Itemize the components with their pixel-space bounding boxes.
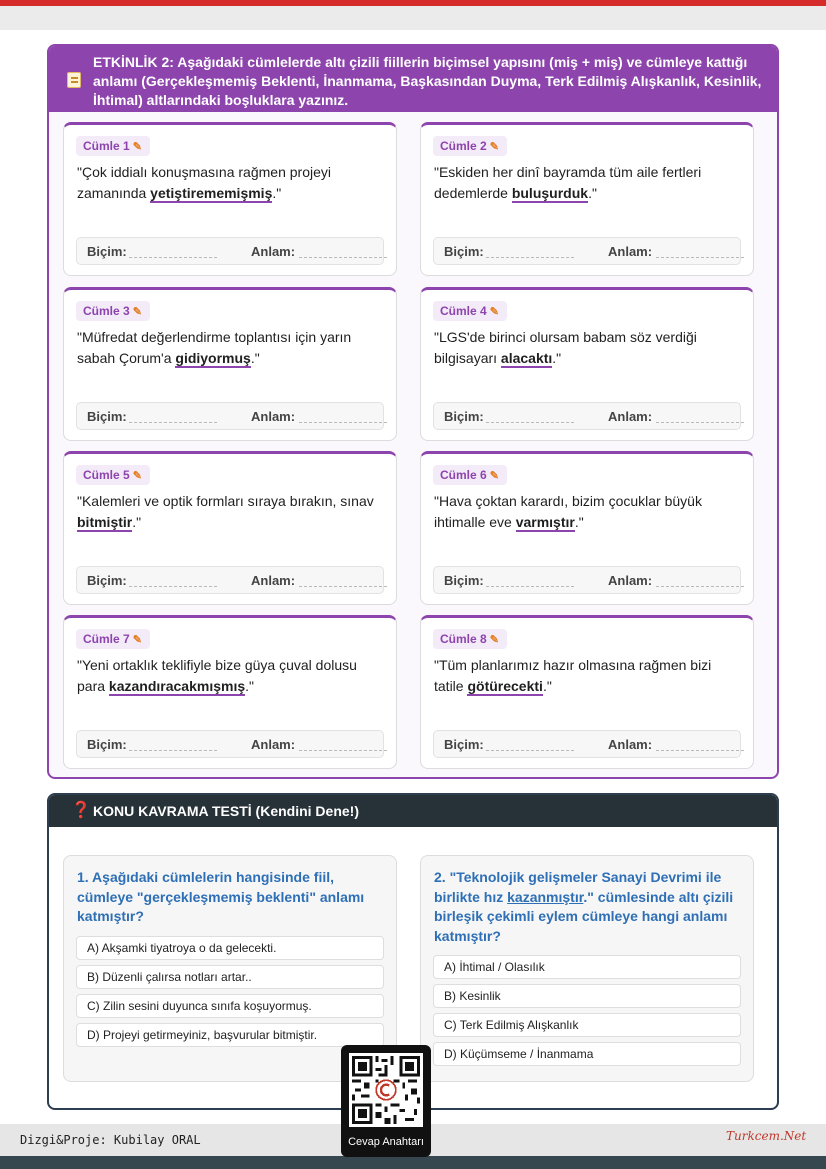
test-title: KONU KAVRAMA TESTİ (Kendini Dene!) bbox=[93, 803, 359, 819]
sentence-card-6 bbox=[420, 451, 754, 605]
answer-area bbox=[76, 566, 384, 594]
sentence-badge: Cümle 8 ✎ bbox=[433, 629, 507, 649]
meaning-blank[interactable] bbox=[656, 257, 744, 258]
form-blank[interactable] bbox=[486, 586, 574, 587]
form-blank[interactable] bbox=[486, 422, 574, 423]
sentence-card-2 bbox=[420, 122, 754, 276]
sentence-badge: Cümle 1 ✎ bbox=[76, 136, 150, 156]
meaning-label: Anlam: bbox=[251, 409, 296, 424]
question-2 bbox=[420, 855, 754, 1082]
underlined-verb: varmıştır bbox=[515, 514, 575, 530]
option-d[interactable]: D) Projeyi getirmeyiniz, başvurular bitmiştir. bbox=[76, 1023, 384, 1047]
answer-area bbox=[433, 237, 741, 265]
sentence-card-1 bbox=[63, 122, 397, 276]
underlined-verb: kazandıracakmışmış bbox=[108, 678, 246, 694]
question-text: 2. "Teknolojik gelişmeler Sanayi Devrimi ile birlikte hız kazanmıştır." cümlesinde altı çizili birleşik çekimli eylem cümleye hangi anlamı katmıştır? bbox=[434, 869, 734, 944]
sentence-text: "Yeni ortaklık teklifiyle bize güya çuval dolusu para kazandıracakmışmış." bbox=[77, 657, 357, 694]
meaning-label: Anlam: bbox=[608, 573, 653, 588]
option-a[interactable]: A) İhtimal / Olasılık bbox=[433, 955, 741, 979]
answer-area bbox=[433, 402, 741, 430]
form-blank[interactable] bbox=[486, 257, 574, 258]
meaning-blank[interactable] bbox=[656, 586, 744, 587]
meaning-blank[interactable] bbox=[299, 750, 387, 751]
question-mark-icon: ❓ bbox=[71, 802, 91, 819]
answer-area bbox=[76, 237, 384, 265]
option-b[interactable]: B) Düzenli çalırsa notları artar.. bbox=[76, 965, 384, 989]
form-blank[interactable] bbox=[129, 422, 217, 423]
underlined-verb: gidiyormuş bbox=[175, 350, 251, 366]
meaning-blank[interactable] bbox=[656, 422, 744, 423]
underlined-verb: alacaktı bbox=[500, 350, 553, 366]
option-a[interactable]: A) Akşamki tiyatroya o da gelecekti. bbox=[76, 936, 384, 960]
sentence-badge: Cümle 4 ✎ bbox=[433, 301, 507, 321]
meaning-label: Anlam: bbox=[608, 409, 653, 424]
sentence-badge: Cümle 3 ✎ bbox=[76, 301, 150, 321]
meaning-label: Anlam: bbox=[251, 737, 296, 752]
underlined-verb: bitmiştir bbox=[77, 514, 133, 530]
meaning-label: Anlam: bbox=[608, 737, 653, 752]
qr-caption: Cevap Anahtarı bbox=[348, 1136, 424, 1148]
sentence-badge: Cümle 5 ✎ bbox=[76, 465, 150, 485]
answer-area bbox=[433, 566, 741, 594]
meaning-blank[interactable] bbox=[656, 750, 744, 751]
notepad-icon bbox=[67, 72, 81, 88]
form-label: Biçim: bbox=[87, 409, 127, 424]
top-gray-bar bbox=[0, 6, 826, 30]
pencil-icon: ✎ bbox=[489, 306, 499, 318]
credit-text: Dizgi&Proje: Kubilay ORAL bbox=[20, 1133, 201, 1147]
sentence-text: "Kalemleri ve optik formları sıraya bırakın, sınav bitmiştir." bbox=[77, 493, 374, 530]
option-c[interactable]: C) Zilin sesini duyunca sınıfa koşuyormuş. bbox=[76, 994, 384, 1018]
meaning-label: Anlam: bbox=[251, 244, 296, 259]
sentence-text: "Müfredat değerlendirme toplantısı için yarın sabah Çorum'a gidiyormuş." bbox=[77, 329, 352, 366]
answer-area bbox=[433, 730, 741, 758]
meaning-blank[interactable] bbox=[299, 586, 387, 587]
underlined-verb: buluşurduk bbox=[511, 185, 589, 201]
pencil-icon: ✎ bbox=[489, 634, 499, 646]
brand-logo: Turkcem.Net bbox=[726, 1129, 807, 1143]
form-blank[interactable] bbox=[129, 750, 217, 751]
pencil-icon: ✎ bbox=[132, 306, 142, 318]
activity-header bbox=[49, 46, 777, 112]
option-b[interactable]: B) Kesinlik bbox=[433, 984, 741, 1008]
pencil-icon: ✎ bbox=[132, 141, 142, 153]
option-c[interactable]: C) Terk Edilmiş Alışkanlık bbox=[433, 1013, 741, 1037]
sentence-card-3 bbox=[63, 287, 397, 441]
test-header bbox=[49, 795, 777, 827]
activity-section bbox=[47, 44, 779, 779]
form-label: Biçim: bbox=[444, 409, 484, 424]
form-blank[interactable] bbox=[129, 586, 217, 587]
answer-key-qr[interactable] bbox=[341, 1045, 431, 1157]
form-label: Biçim: bbox=[444, 573, 484, 588]
underlined-verb: kazanmıştır bbox=[507, 888, 584, 905]
sentence-card-5 bbox=[63, 451, 397, 605]
underlined-verb: götürecekti bbox=[467, 678, 543, 694]
form-blank[interactable] bbox=[486, 750, 574, 751]
form-label: Biçim: bbox=[87, 244, 127, 259]
activity-title: ETKİNLİK 2: Aşağıdaki cümlelerde altı çizili fiillerin biçimsel yapısını (miş + miş) ve cümleye kattığı anlamı (Gerçekleşmemiş Beklenti, İnanmama, Başkasından Duyma, Terk Edilmiş Alışkanlık, Kesinlik, İhtimal) altlarındaki boşluklara yazınız. bbox=[93, 54, 762, 108]
sentence-text: "Çok iddialı konuşmasına rağmen projeyi zamanında yetiştirememişmiş." bbox=[77, 164, 331, 201]
sentence-text: "Hava çoktan karardı, bizim çocuklar büyük ihtimalle eve varmıştır." bbox=[434, 493, 702, 530]
sentence-badge: Cümle 6 ✎ bbox=[433, 465, 507, 485]
sentence-card-7 bbox=[63, 615, 397, 769]
sentence-text: "Eskiden her dinî bayramda tüm aile fertleri dedemlerde buluşurduk." bbox=[434, 164, 702, 201]
pencil-icon: ✎ bbox=[132, 634, 142, 646]
meaning-label: Anlam: bbox=[251, 573, 296, 588]
sentence-badge: Cümle 7 ✎ bbox=[76, 629, 150, 649]
footer-bottom-bar bbox=[0, 1156, 826, 1169]
option-d[interactable]: D) Küçümseme / İnanmama bbox=[433, 1042, 741, 1066]
form-label: Biçim: bbox=[87, 573, 127, 588]
sentence-text: "Tüm planlarımız hazır olmasına rağmen bizi tatile götürecekti." bbox=[434, 657, 712, 694]
question-text: 1. Aşağıdaki cümlelerin hangisinde fiil, cümleye "gerçekleşmemiş beklenti" anlamı katmıştır? bbox=[77, 869, 365, 924]
underlined-verb: yetiştirememişmiş bbox=[150, 185, 273, 201]
meaning-blank[interactable] bbox=[299, 257, 387, 258]
meaning-label: Anlam: bbox=[608, 244, 653, 259]
sentence-text: "LGS'de birinci olursam babam söz verdiği bilgisayarı alacaktı." bbox=[434, 329, 697, 366]
meaning-blank[interactable] bbox=[299, 422, 387, 423]
pencil-icon: ✎ bbox=[489, 470, 499, 482]
sentence-badge: Cümle 2 ✎ bbox=[433, 136, 507, 156]
form-label: Biçim: bbox=[444, 737, 484, 752]
form-label: Biçim: bbox=[87, 737, 127, 752]
qr-code-icon bbox=[349, 1053, 423, 1127]
answer-area bbox=[76, 730, 384, 758]
pencil-icon: ✎ bbox=[489, 141, 499, 153]
pencil-icon: ✎ bbox=[132, 470, 142, 482]
form-label: Biçim: bbox=[444, 244, 484, 259]
answer-area bbox=[76, 402, 384, 430]
form-blank[interactable] bbox=[129, 257, 217, 258]
sentence-card-8 bbox=[420, 615, 754, 769]
sentence-card-4 bbox=[420, 287, 754, 441]
